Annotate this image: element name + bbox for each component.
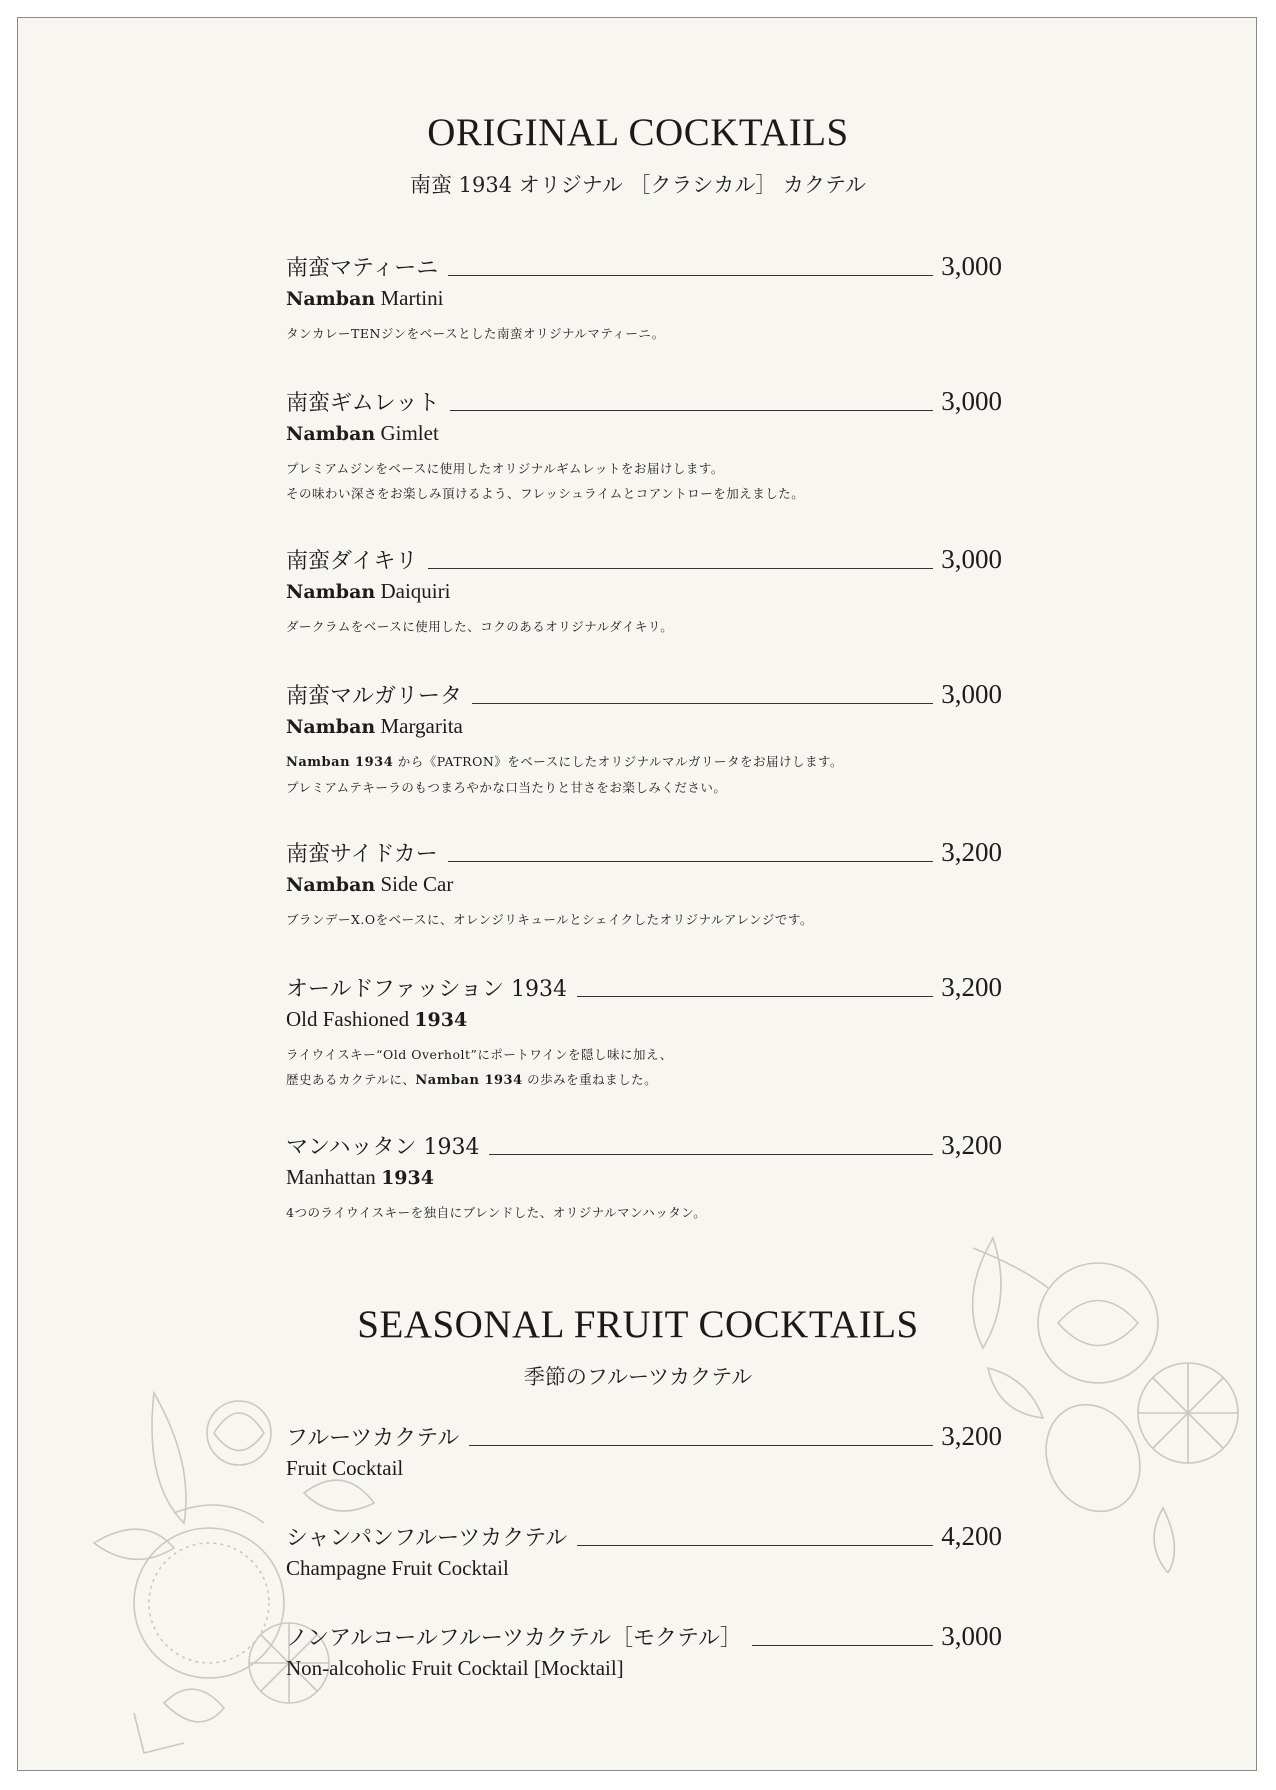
item-jp-name: オールドファッション 1934 xyxy=(286,977,568,1002)
item-price: 3,000 xyxy=(941,386,1002,416)
item-jp-name: 南蛮マルガリータ xyxy=(286,684,463,709)
item-jp-name: 南蛮サイドカー xyxy=(286,842,438,867)
item-jp-name: 南蛮マティーニ xyxy=(286,256,439,281)
item-jp-name: マンハッタン 1934 xyxy=(286,1135,480,1160)
section-title-original: ORIGINAL COCKTAILS xyxy=(427,111,849,154)
item-en-name: Namban Side Car xyxy=(286,872,454,896)
item-jp-name: 南蛮ダイキリ xyxy=(286,549,418,574)
menu-page xyxy=(17,17,1257,1771)
leader-line xyxy=(428,568,934,569)
section-title-seasonal: SEASONAL FRUIT COCKTAILS xyxy=(357,1303,919,1346)
item-en-name: Namban Daiquiri xyxy=(286,579,451,603)
leader-line xyxy=(469,1445,933,1446)
item-jp-name: ノンアルコールフルーツカクテル［モクテル］ xyxy=(286,1626,742,1651)
item-jp-name: フルーツカクテル xyxy=(286,1426,460,1451)
item-price: 3,200 xyxy=(941,837,1002,867)
item-en-name: Namban Martini xyxy=(286,286,444,310)
item-en-name: Namban Gimlet xyxy=(286,421,439,445)
menu-item xyxy=(286,539,1002,639)
item-jp-name: 南蛮ギムレット xyxy=(286,391,440,416)
leader-line xyxy=(577,996,933,997)
item-en-name: Non-alcoholic Fruit Cocktail [Mocktail] xyxy=(286,1656,624,1680)
item-en-name: Namban Margarita xyxy=(286,714,463,738)
item-en-name: Manhattan 1934 xyxy=(286,1165,434,1189)
item-en-name: Champagne Fruit Cocktail xyxy=(286,1556,509,1580)
leader-line xyxy=(489,1154,933,1155)
menu-item xyxy=(286,381,1002,506)
leader-line xyxy=(752,1645,933,1646)
item-en-name: Old Fashioned 1934 xyxy=(286,1007,468,1031)
item-description: 4つのライウイスキーを独自にブレンドした、オリジナルマンハッタン。 xyxy=(286,1205,707,1220)
item-price: 4,200 xyxy=(941,1521,1002,1551)
leader-line xyxy=(450,410,934,411)
item-en-name: Fruit Cocktail xyxy=(286,1456,404,1480)
item-description: Namban 1934 から《PATRON》をベースにしたオリジナルマルガリータをお届けします。 プレミアムテキーラのもつまろやかな口当たりと甘さをお楽しみください。 xyxy=(286,754,844,795)
item-description: ブランデーX.Oをベースに、オレンジリキュールとシェイクしたオリジナルアレンジです。 xyxy=(286,912,813,927)
leader-line xyxy=(472,703,933,704)
menu-item xyxy=(286,1125,1002,1225)
menu-item xyxy=(286,674,1002,800)
item-price: 3,000 xyxy=(941,1621,1002,1651)
item-price: 3,000 xyxy=(941,251,1002,281)
item-price: 3,000 xyxy=(941,544,1002,574)
section-subtitle-seasonal: 季節のフルーツカクテル xyxy=(523,1365,753,1389)
leader-line xyxy=(577,1545,933,1546)
menu-item xyxy=(286,967,1002,1093)
menu-item xyxy=(286,1516,1002,1581)
leader-line xyxy=(448,861,933,862)
section-subtitle-original: 南蛮 1934 オリジナル ［クラシカル］ カクテル xyxy=(409,173,867,197)
item-description: ダークラムをベースに使用した、コクのあるオリジナルダイキリ。 xyxy=(286,619,674,634)
item-price: 3,200 xyxy=(941,1130,1002,1160)
item-description: プレミアムジンをベースに使用したオリジナルギムレットをお届けします。 その味わい深さをお楽しみ頂けるよう、フレッシュライムとコアントローを加えました。 xyxy=(286,461,805,501)
item-price: 3,200 xyxy=(941,972,1002,1002)
menu-item xyxy=(286,832,1002,932)
menu-item xyxy=(286,1416,1002,1481)
leader-line xyxy=(448,275,933,276)
menu-item xyxy=(286,1616,1002,1681)
item-jp-name: シャンパンフルーツカクテル xyxy=(286,1526,568,1551)
menu-item xyxy=(286,246,1002,346)
item-description: タンカレーTENジンをベースとした南蛮オリジナルマティーニ。 xyxy=(286,326,665,341)
item-description: ライウイスキー“Old Overholt”にポートワインを隠し味に加え、 歴史あるカクテルに、Namban 1934 の歩みを重ねました。 xyxy=(286,1047,673,1088)
item-price: 3,200 xyxy=(941,1421,1002,1451)
item-price: 3,000 xyxy=(941,679,1002,709)
